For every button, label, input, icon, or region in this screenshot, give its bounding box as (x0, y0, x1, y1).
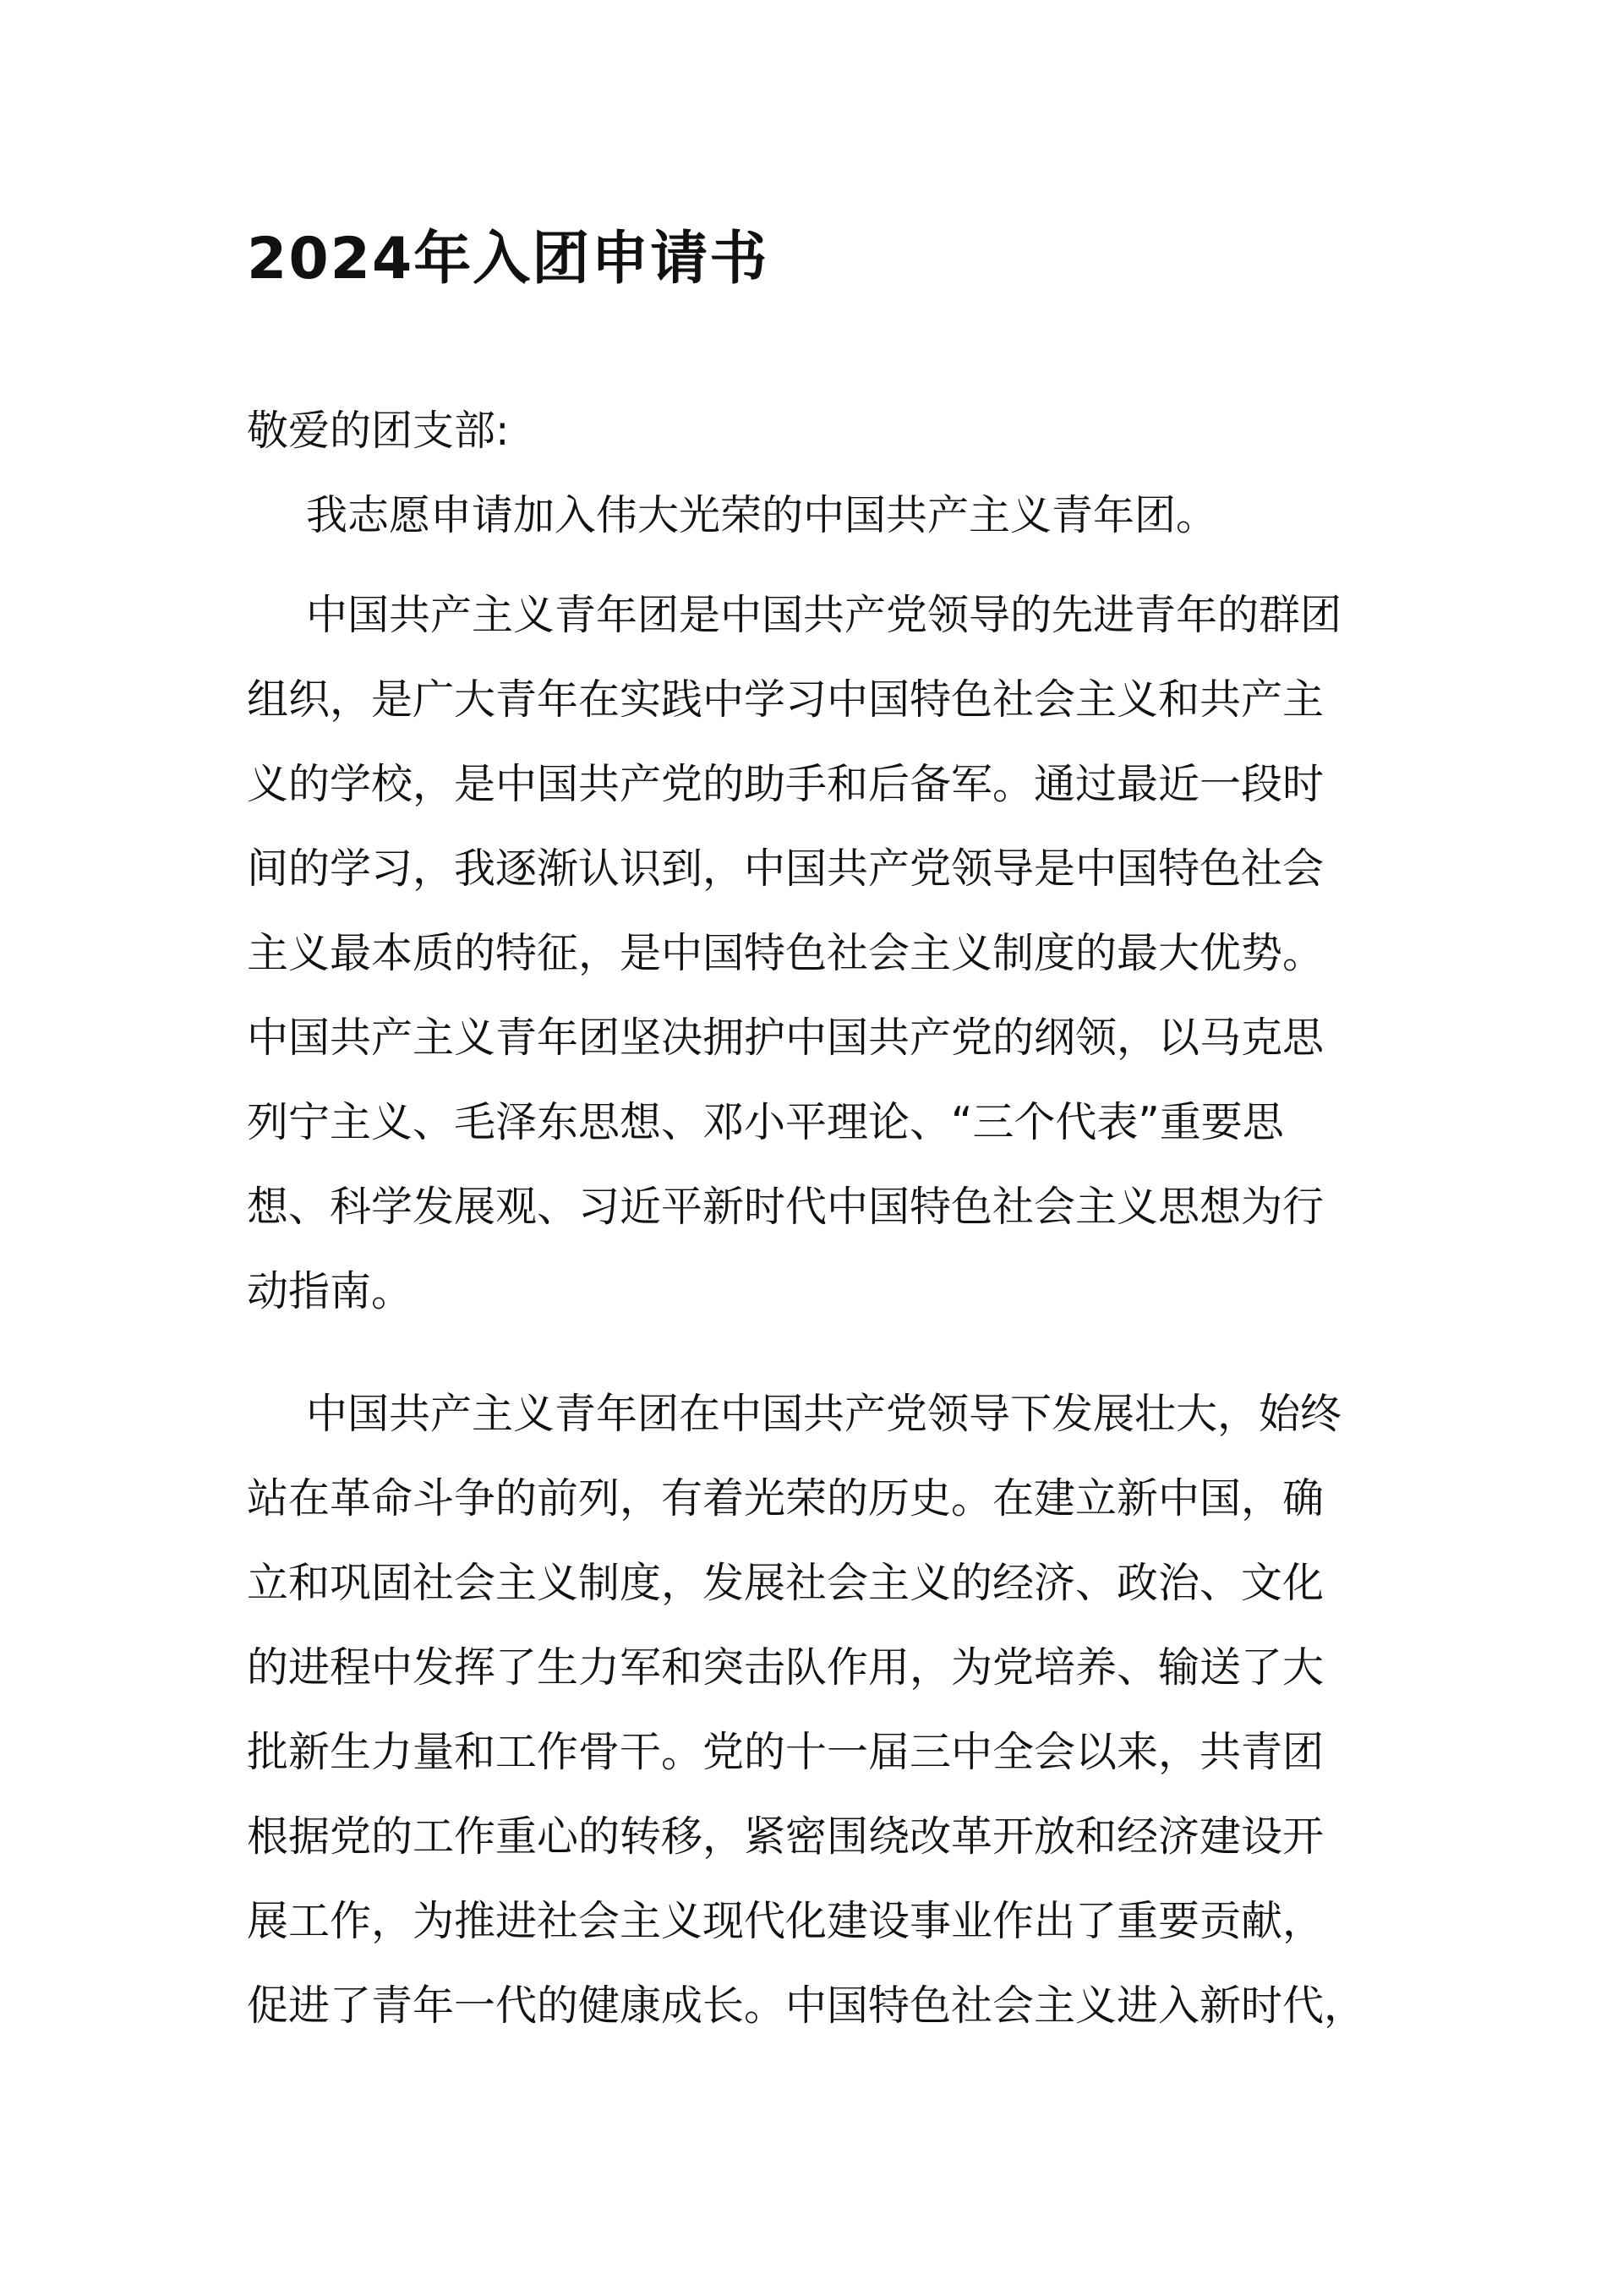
paragraph-3-line: 促进了青年一代的健康成长。中国特色社会主义进入新时代， (247, 1982, 1366, 2030)
paragraph-3-line: 展工作，为推进社会主义现代化建设事业作出了重要贡献， (247, 1897, 1325, 1945)
paragraph-3-line: 的进程中发挥了生力军和突击队作用，为党培养、输送了大 (247, 1643, 1325, 1692)
paragraph-2-line: 义的学校，是中国共产党的助手和后备军。通过最近一段时 (247, 760, 1325, 808)
paragraph-2 (247, 573, 1405, 1334)
paragraph-3 (247, 1372, 1405, 2048)
paragraph-2-line: 想、科学发展观、习近平新时代中国特色社会主义思想为行 (247, 1183, 1325, 1231)
paragraph-3-line: 立和巩固社会主义制度，发展社会主义的经济、政治、文化 (247, 1559, 1325, 1607)
paragraph-1: 我志愿申请加入伟大光荣的中国共产主义青年团。 (306, 491, 1218, 539)
paragraph-2-line: 主义最本质的特征，是中国特色社会主义制度的最大优势。 (247, 929, 1325, 977)
salutation: 敬爱的团支部: (247, 407, 510, 455)
paragraph-2-line: 间的学习，我逐渐认识到，中国共产党领导是中国特色社会 (247, 845, 1325, 893)
paragraph-2-line: 组织，是广大青年在实践中学习中国特色社会主义和共产主 (247, 675, 1325, 724)
paragraph-2-line: 动指南。 (247, 1267, 413, 1315)
paragraph-2-line: 列宁主义、毛泽东思想、邓小平理论、“三个代表”重要思 (247, 1098, 1284, 1146)
paragraph-3-line: 批新生力量和工作骨干。党的十一届三中全会以来，共青团 (247, 1728, 1325, 1776)
paragraph-2-line: 中国共产主义青年团是中国共产党领导的先进青年的群团 (306, 591, 1342, 639)
paragraph-3-line: 根据党的工作重心的转移，紧密围绕改革开放和经济建设开 (247, 1812, 1325, 1861)
paragraph-2-line: 中国共产主义青年团坚决拥护中国共产党的纲领，以马克思 (247, 1014, 1325, 1062)
document-title: 2024年入团申请书 (247, 226, 769, 292)
paragraph-3-line: 站在革命斗争的前列，有着光荣的历史。在建立新中国，确 (247, 1474, 1325, 1522)
paragraph-3-line: 中国共产主义青年团在中国共产党领导下发展壮大，始终 (306, 1390, 1342, 1438)
